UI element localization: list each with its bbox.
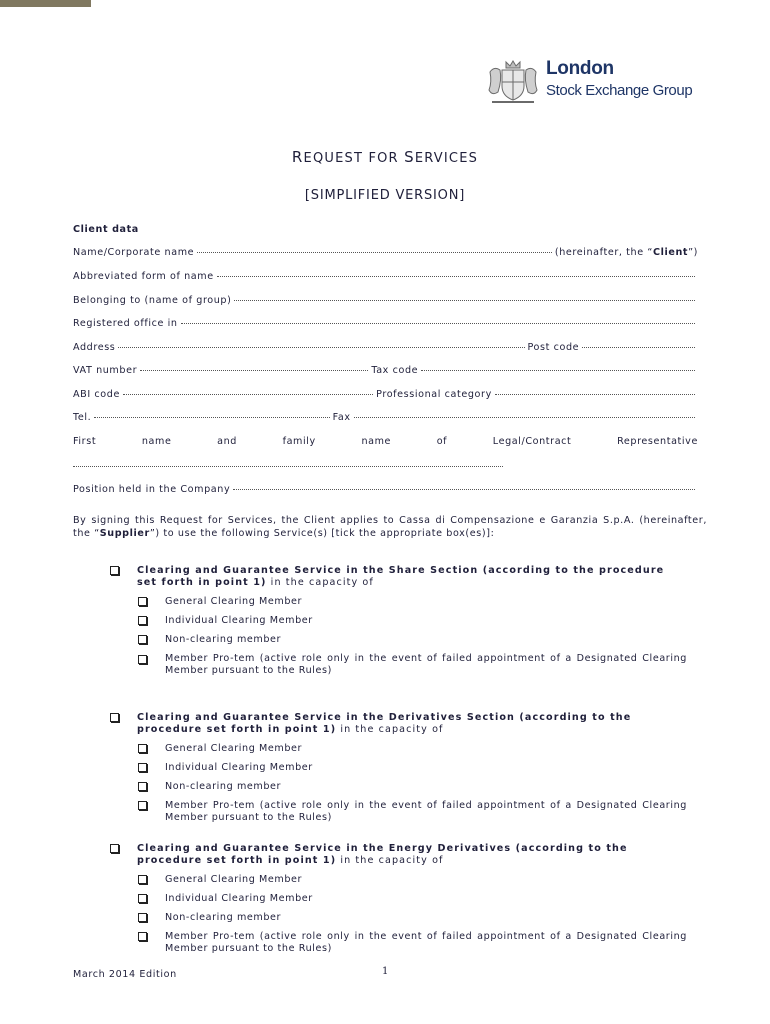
name-suffix: (hereinafter, the “Client”) <box>554 247 698 258</box>
crest-icon <box>484 56 542 108</box>
share-individual-label: Individual Clearing Member <box>165 615 313 626</box>
derivatives-individual-checkbox[interactable] <box>138 763 147 772</box>
header-tab-bar <box>0 0 91 7</box>
energy-protem-label: Member Pro-tem (active role only in the event of failed appointment of a Designated Clearing Member pursuant to the Rules) <box>165 931 687 954</box>
group-field-row <box>73 295 698 306</box>
energy-general-checkbox[interactable] <box>138 875 147 884</box>
postcode-fill-line[interactable] <box>582 346 695 348</box>
vat-fill-line[interactable] <box>140 369 368 371</box>
derivatives-nonclearing-label: Non-clearing member <box>165 781 282 792</box>
logo-subtitle: Stock Exchange Group <box>546 82 693 99</box>
share-protem-checkbox[interactable] <box>138 655 147 664</box>
office-field-row <box>73 318 698 329</box>
energy-nonclearing-label: Non-clearing member <box>165 912 282 923</box>
tel-label: Tel. <box>73 412 92 423</box>
share-general-checkbox[interactable] <box>138 597 147 606</box>
vat-label: VAT number <box>73 365 138 376</box>
office-label: Registered office in <box>73 318 178 329</box>
fax-fill-line[interactable] <box>354 416 695 418</box>
share-nonclearing-checkbox[interactable] <box>138 635 147 644</box>
name-fill-line[interactable] <box>197 251 552 253</box>
representative-label-row: First name and family name of Legal/Contract Representative <box>73 436 698 447</box>
abi-field-row <box>73 389 698 400</box>
client-data-heading: Client data <box>73 224 139 235</box>
service-derivatives-checkbox[interactable] <box>110 713 119 722</box>
energy-general-label: General Clearing Member <box>165 874 303 885</box>
share-general-label: General Clearing Member <box>165 596 303 607</box>
representative-fill-line[interactable] <box>73 466 503 467</box>
service-energy-checkbox[interactable] <box>110 844 119 853</box>
position-fill-line[interactable] <box>233 488 695 490</box>
derivatives-protem-checkbox[interactable] <box>138 801 147 810</box>
abi-label: ABI code <box>73 389 120 400</box>
taxcode-label: Tax code <box>371 365 419 376</box>
name-field-row <box>73 247 698 258</box>
address-fill-line[interactable] <box>118 346 524 348</box>
taxcode-fill-line[interactable] <box>421 369 695 371</box>
energy-nonclearing-checkbox[interactable] <box>138 913 147 922</box>
group-fill-line[interactable] <box>234 299 695 301</box>
name-label: Name/Corporate name <box>73 247 195 258</box>
share-nonclearing-label: Non-clearing member <box>165 634 282 645</box>
page-number: 1 <box>382 966 389 977</box>
service-share-title: Clearing and Guarantee Service in the Share Section (according to the procedure set forth in point 1) in the capacity of <box>137 565 665 588</box>
service-derivatives-title: Clearing and Guarantee Service in the Derivatives Section (according to the procedure set forth in point 1) in the capacity of <box>137 712 632 735</box>
vat-field-row <box>73 365 698 376</box>
share-individual-checkbox[interactable] <box>138 616 147 625</box>
abbrev-field-row <box>73 271 698 282</box>
intro-paragraph: By signing this Request for Services, the Client applies to Cassa di Compensazione e Garanzia S.p.A. (hereinafter, the “Supplier”) to use the following Service(s) [tick the appropriate box(es)]: <box>73 515 707 539</box>
document-title: REQUEST FOR SERVICES <box>291 148 479 166</box>
footer-edition: March 2014 Edition <box>73 969 177 980</box>
address-label: Address <box>73 342 116 353</box>
derivatives-nonclearing-checkbox[interactable] <box>138 782 147 791</box>
lseg-logo <box>484 56 700 108</box>
fax-label: Fax <box>332 412 351 423</box>
address-field-row <box>73 342 698 353</box>
derivatives-individual-label: Individual Clearing Member <box>165 762 313 773</box>
service-share-checkbox[interactable] <box>110 566 119 575</box>
energy-individual-label: Individual Clearing Member <box>165 893 313 904</box>
office-fill-line[interactable] <box>181 322 695 324</box>
abbrev-label: Abbreviated form of name <box>73 271 214 282</box>
position-field-row <box>73 484 698 495</box>
tel-field-row <box>73 412 698 423</box>
position-label: Position held in the Company <box>73 484 231 495</box>
derivatives-general-label: General Clearing Member <box>165 743 303 754</box>
profcat-label: Professional category <box>376 389 492 400</box>
derivatives-general-checkbox[interactable] <box>138 744 147 753</box>
share-protem-label: Member Pro-tem (active role only in the event of failed appointment of a Designated Clearing Member pursuant to the Rules) <box>165 653 687 676</box>
service-energy-title: Clearing and Guarantee Service in the Energy Derivatives (according to the procedure set forth in point 1) in the capacity of <box>137 843 628 866</box>
group-label: Belonging to (name of group) <box>73 295 232 306</box>
document-subtitle: [SIMPLIFIED VERSION] <box>304 188 466 203</box>
tel-fill-line[interactable] <box>94 416 329 418</box>
postcode-label: Post code <box>527 342 580 353</box>
profcat-fill-line[interactable] <box>495 393 695 395</box>
energy-individual-checkbox[interactable] <box>138 894 147 903</box>
abi-fill-line[interactable] <box>123 393 373 395</box>
logo-wordmark: London <box>546 58 614 79</box>
energy-protem-checkbox[interactable] <box>138 932 147 941</box>
abbrev-fill-line[interactable] <box>217 275 695 277</box>
derivatives-protem-label: Member Pro-tem (active role only in the event of failed appointment of a Designated Clearing Member pursuant to the Rules) <box>165 800 687 823</box>
